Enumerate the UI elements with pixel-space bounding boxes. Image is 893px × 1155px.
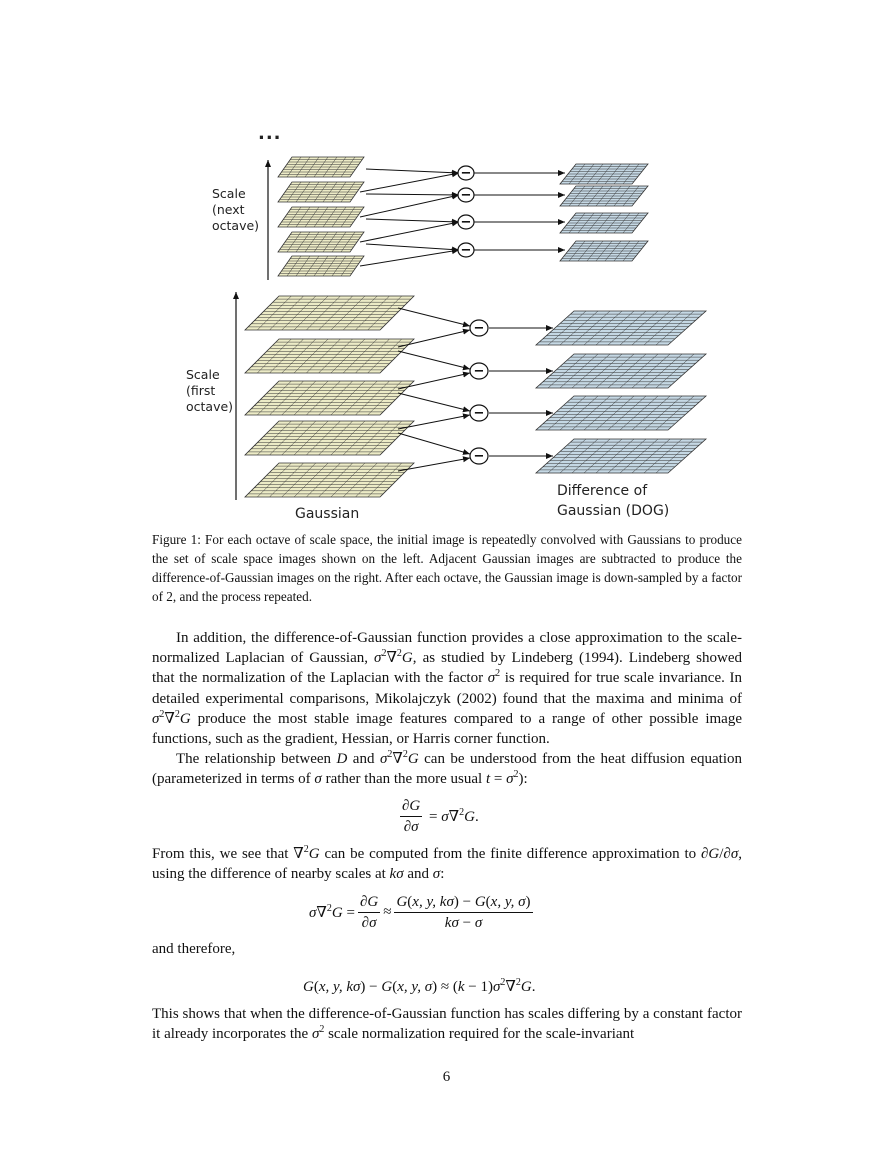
- gaussian-image-next-4: [278, 232, 364, 252]
- text: ):: [518, 771, 528, 788]
- svg-text:−: −: [460, 166, 472, 181]
- text: :: [440, 866, 445, 883]
- text: , as studied by Lindeberg (1994). Lindeberg showed that the normalization of the Laplacian with the factor: [152, 650, 742, 687]
- text: can be computed from the finite difference approximation to: [319, 846, 701, 862]
- paragraph-therefore: [152, 939, 742, 959]
- text: scale normalization required for the scale-invariant: [324, 1026, 635, 1043]
- text: and: [403, 866, 433, 883]
- equation-dog-relation: G(x, y, kσ) − G(x, y, $\sigma) \approx (k - 1)\sigma^2\nabla^2G$.: [303, 977, 536, 995]
- minus-next-1: [458, 166, 474, 181]
- arrow-to-minus-next-1a: [366, 169, 459, 173]
- dog-label: Difference of Gaussian (DOG): [557, 483, 670, 519]
- arrow-to-minus-next-3b: [360, 222, 459, 242]
- text: This shows that when the difference-of-Gaussian function has scales differing by a constant factor it already incorporates the: [152, 1006, 742, 1043]
- paragraph-heat-diffusion: The relationship between D and $\sigma^2\nabla^2G$ can be understood from the heat diffusion equation (parameterized in terms of σ rather than the more usual $t = \sigma^2$):: [152, 749, 742, 788]
- gaussian-image-next-3: [278, 207, 364, 227]
- gaussian-image-first-5: [245, 463, 414, 497]
- dog-image-first-2: [536, 354, 706, 388]
- dog-image-first-3: [536, 396, 706, 430]
- text: The relationship between: [176, 751, 337, 767]
- paragraph-laplacian: In addition, the difference-of-Gaussian function provides a close approximation to the scale-normalized Laplacian of Gaussian, $\sigma^2\nabla^2G$, as studied by Lindeberg (1994). Lindeberg showed that the normalization of the Laplacian with the factor $\sigma^2$ is required for true scale invariance. In detailed experimental comparisons, Mikolajczyk (2002) found that the maxima and minima of $\sigma^2\nabla^2G$ produce the most stable image features compared to a range of other possible image functions, such as the gradient, Hessian, or Harris corner function.: [152, 630, 742, 748]
- minus-next-4: [458, 243, 474, 258]
- page-number: 6: [442, 1069, 451, 1085]
- text: and therefore,: [152, 941, 236, 957]
- gaussian-image-next-2: [278, 182, 364, 202]
- arrow-to-minus-first-1a: [398, 308, 470, 326]
- minus-next-3: [458, 215, 474, 230]
- minus-next-2: [458, 188, 474, 203]
- paragraph-conclusion: This shows that when the difference-of-Gaussian function has scales differing by a constant factor it already incorporates the $\sigma^2$ scale normalization required for the scale-invariant: [152, 1006, 742, 1043]
- scale-space-figure: [0, 0, 893, 530]
- dog-image-next-4: [560, 241, 648, 261]
- svg-text:−: −: [460, 188, 472, 203]
- dog-image-next-1: [560, 164, 648, 184]
- arrow-to-minus-first-2a: [398, 351, 470, 369]
- svg-text:−: −: [473, 449, 485, 464]
- scale-first-octave-label: Scale (first octave): [186, 367, 234, 414]
- svg-text:−: −: [460, 215, 472, 230]
- svg-text:−: −: [473, 364, 485, 379]
- text: rather than the more usual: [321, 771, 486, 788]
- dog-image-first-1: [536, 311, 706, 345]
- gaussian-image-first-1: [245, 296, 414, 330]
- minus-first-1: [470, 320, 488, 336]
- arrow-to-minus-first-1b: [398, 330, 470, 347]
- text: and: [347, 751, 380, 767]
- gaussian-image-first-2: [245, 339, 414, 373]
- arrow-to-minus-next-2a: [366, 194, 459, 195]
- svg-text:−: −: [460, 243, 472, 258]
- arrow-to-minus-next-2b: [360, 195, 459, 217]
- equation-heat-diffusion: $\frac{\partial G}{\partial\sigma}$ = σ∇$^2$G.: [402, 798, 479, 835]
- text: can be understood from the heat diffusion equation (parameterized in terms of: [152, 751, 742, 788]
- arrow-to-minus-first-4a: [398, 433, 470, 454]
- gaussian-image-first-3: [245, 381, 414, 415]
- minus-first-4: [470, 448, 488, 464]
- arrow-to-minus-next-1b: [360, 173, 459, 192]
- svg-text:−: −: [473, 321, 485, 336]
- arrow-to-minus-next-4b: [360, 250, 459, 266]
- dog-image-next-3: [560, 213, 648, 233]
- equation-approximation: σ∇$^2$G = $\frac{\partial G}{\partial\sigma}$ ≈ $\frac{G(x, y, k\sigma) - G(x, y, \sigma)}{k\sigma - \sigma}$: [309, 894, 531, 931]
- figure-caption: Figure 1: For each octave of scale space, the initial image is repeatedly convolved with Gaussians to produce the set of scale space images shown on the left. Adjacent Gaussian images are subtracted to produce the difference-of-Gaussian images on the right. After each octave, the Gaussian image is down-sampled by a factor of 2, and the process repeated.: [152, 532, 742, 604]
- text: , using the difference of nearby scales at: [152, 846, 742, 883]
- minus-first-3: [470, 405, 488, 421]
- arrow-to-minus-first-3a: [398, 393, 470, 411]
- text: In addition, the difference-of-Gaussian function provides a close approximation to the scale-normalized Laplacian of Gaussian,: [152, 630, 742, 667]
- paragraph-finite-difference: From this, we see that ∇$^2$G can be computed from the finite difference approximation to ∂G/∂σ, using the difference of nearby scales at kσ and σ:: [152, 844, 742, 883]
- dog-image-first-4: [536, 439, 706, 473]
- dog-image-next-2: [560, 186, 648, 206]
- arrow-to-minus-next-4a: [366, 244, 459, 250]
- svg-text:−: −: [473, 406, 485, 421]
- ellipsis-label: ...: [258, 123, 282, 144]
- scale-next-octave-label: Scale (next octave): [212, 186, 260, 233]
- text: is required for true scale invariance. In detailed experimental comparisons, Mikolajczyk (2002) found that the maxima and minima of: [152, 670, 742, 707]
- text: From this, we see that: [152, 846, 294, 862]
- gaussian-image-next-5: [278, 256, 364, 276]
- arrow-to-minus-next-3a: [366, 219, 459, 222]
- text: produce the most stable image features compared to a range of other possible image functions, such as the gradient, Hessian, or Harris corner function.: [152, 710, 742, 748]
- gaussian-label: Gaussian: [295, 506, 360, 522]
- gaussian-image-next-1: [278, 157, 364, 177]
- minus-first-2: [470, 363, 488, 379]
- gaussian-image-first-4: [245, 421, 414, 455]
